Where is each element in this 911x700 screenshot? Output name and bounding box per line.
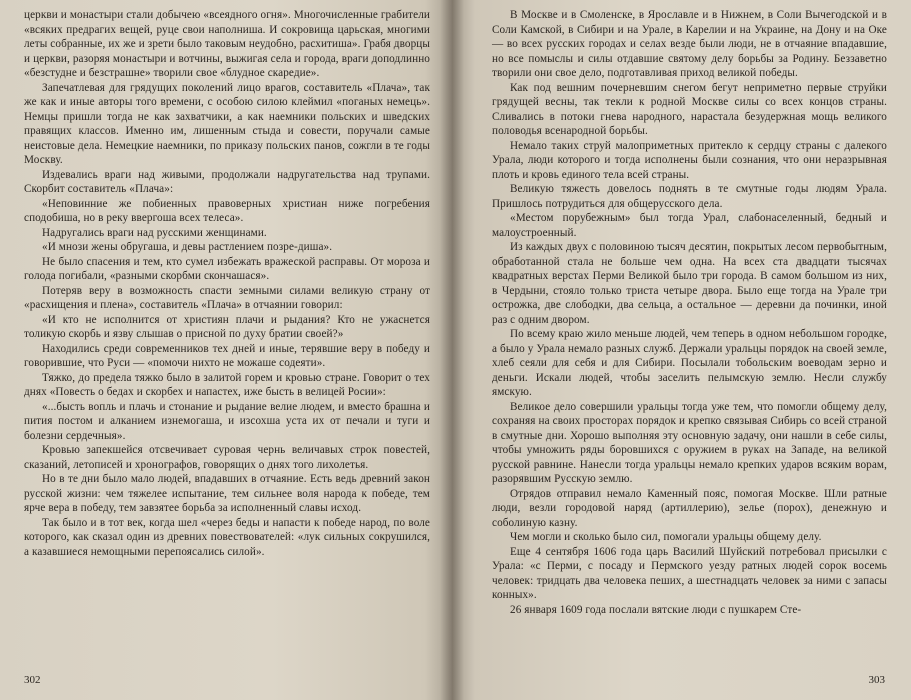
paragraph: 26 января 1609 года послали вятские люди с пушкарем Сте- (510, 603, 802, 616)
page-number: 302 (24, 674, 41, 686)
paragraph: Издевались враги над живыми, продолжали надругательства над трупами. Скорбит составитель «Плача»: (24, 168, 430, 195)
paragraph: церкви и монастыри стали добычею «всеядного огня». Многочисленные грабители «всяких предрагих вещей, руце свои наполниша. И сокровища царьская, многими леты собранные, их же и зрети было таковым неудобно, расхитиша». Грабя дворцы и церкви, разоряя монастыри и вотчины, выжигая села и города, враги доподлинно «безстудне и безстрашне» творили свое «блудное скаредие». (24, 9, 430, 79)
paragraph: «И мнози жены обругаша, и девы растлением позре-диша». (42, 241, 333, 253)
paragraph: Но в те дни было мало людей, впадавших в отчаяние. Есть ведь древний закон русской жизни: чем тяжелее испытание, тем сильнее воля народа к победе, тем ярче вера в победу, тем завзятее борьба за исполненный славы исход. (24, 473, 430, 514)
left-page-text (24, 8, 430, 559)
paragraph: Великое дело совершили уральцы тогда уже тем, что помогли общему делу, сохраняя на своих просторах порядок и крепко связывая Сибирь со всей страной в смутные дни. Хорошо выполняя эту основную задачу, они нашли в себе силы, чтобы умножить ряды боровшихся с оружием в руках на Западе, на великой русской равнине. Нанесли тогда уральцы немало крепких ударов всяким ворам, разорявшим Русскую землю. (492, 400, 887, 485)
paragraph: «Неповинние же побиенных правоверных христиан ниже погребения сподобиша, но в реку ввергоша всех телеса». (24, 197, 430, 224)
paragraph: Из каждых двух с половиною тысяч десятин, покрытых лесом первобытным, обработанной стала не больше чем одна. На всех ста двадцати тысячах квадратных верстах Перми Великой было три города. В самом большом из них, в Чердыни, стояло только триста четыре двора. Было еще тогда на Урале три острожка, две слободки, два сельца, а остальное — деревни да починки, иной раз с одним двором. (492, 241, 887, 326)
paragraph: Как под вешним почерневшим снегом бегут неприметно первые струйки грядущей весны, так текли к родной Москве силы со всех концов страны. Сливались в потоки гнева народного, нарастала безудержная мощь великого половодья всенародной борьбы. (492, 81, 887, 137)
left-page (0, 0, 452, 700)
paragraph: «...бысть вопль и плачь и стонание и рыдание велие людем, и вместо брашна и пития постом и алканием изнемогаша, и изсохша уста их от печали и туги и болезни сердечныя». (24, 400, 430, 442)
paragraph: Еще 4 сентября 1606 года царь Василий Шуйский потребовал присылки с Урала: «с Перми, с посаду и Пермского уезду ратных людей сорок восемь человек: тридцать два человека пеших, а шестнадцать человек за ними с запасы конных». (492, 545, 887, 601)
right-page (452, 0, 911, 700)
paragraph: Великую тяжесть довелось поднять в те смутные годы людям Урала. Пришлось потрудиться для общерусского дела. (492, 183, 887, 210)
paragraph: «И кто не исполнится от християн плачи и рыдания? Кто не ужаснется толикую скорбь и язву слышав о присной по духу братии своей?» (24, 313, 430, 340)
paragraph: Запечатлевая для грядущих поколений лицо врагов, составитель «Плача», так же как и иные авторы того времени, с особою силою клеймил «поганых немець». Немцы пришли тогда не как захватчики, а как наемники польских и шведских правящих классов. Именно им, лишенным стыда и совести, поручали самые неистовые дела. Немецкие наемники, по приказу польских панов, сожгли в те годы Москву. (24, 81, 430, 166)
paragraph: Надругались враги над русскими женщинами. (42, 226, 267, 239)
paragraph: Чем могли и сколько было сил, помогали уральцы общему делу. (510, 531, 822, 543)
paragraph: Потеряв веру в возможность спасти земными силами великую страну от «расхищения и плена», составитель «Плача» в отчаянии говорил: (24, 284, 430, 311)
paragraph: Находились среди современников тех дней и иные, терявшие веру в победу и говорившие, что Руси — «помочи нихто не можаше содеяти». (24, 342, 430, 369)
paragraph: «Местом порубежным» был тогда Урал, слабонаселенный, бедный и малоустроенный. (492, 212, 887, 239)
paragraph: Так было и в тот век, когда шел «через беды и напасти к победе народ, по воле которого, как сказал один из древних повествователей: «лук сильных сокрушился, а казавшиеся немощными перепоясались силой». (24, 516, 430, 558)
paragraph: Кровью запекшейся отсвечивает суровая чернь величавых строк повестей, сказаний, летописей и хронографов, говорящих о днях того лихолетья. (24, 444, 430, 471)
paragraph: Немало таких струй малоприметных притекло к сердцу страны с далекого Урала, люди которого и тогда исполнены были сознания, что они неразрывная плоть и кровь единого тела всей страны. (492, 139, 887, 181)
paragraph: По всему краю жило меньше людей, чем теперь в одном небольшом городке, а было у Урала немало разных служб. Держали уральцы порядок на своей земле, хлеб сеяли для себя и для Сибири. Посылали тобольским воеводам зерно и деньги. Искали людей, чтобы заселить пелымскую землю. Несли службу ямскую. (492, 328, 887, 398)
right-page-text (492, 8, 887, 617)
page-number: 303 (868, 674, 885, 686)
paragraph: В Москве и в Смоленске, в Ярославле и в Нижнем, в Соли Вычегодской и в Соли Камской, в Сибири и на Урале, в Карелии и на Украине, на Дону и на Оке — во всех русских городах и селах везде были люди, не в отчаяние впадавшие, но все помыслы и силы отдавшие святому делу борьбы за Родину. Беззаветно творили они свое дело, подготавливая приход великой победы. (492, 9, 887, 79)
paragraph: Тяжко, до предела тяжко было в залитой горем и кровью стране. Говорит о тех днях «Повесть о бедах и скорбех и напастех, иже бысть в велицей Росии»: (24, 371, 430, 398)
paragraph: Не было спасения и тем, кто сумел избежать вражеской расправы. От мороза и голода погибали, «разными скорбми скончашася». (24, 255, 430, 282)
paragraph: Отрядов отправил немало Каменный пояс, помогая Москве. Шли ратные люди, везли городовой наряд (артиллерию), зелье (порох), денежную и соболиную казну. (492, 487, 887, 529)
